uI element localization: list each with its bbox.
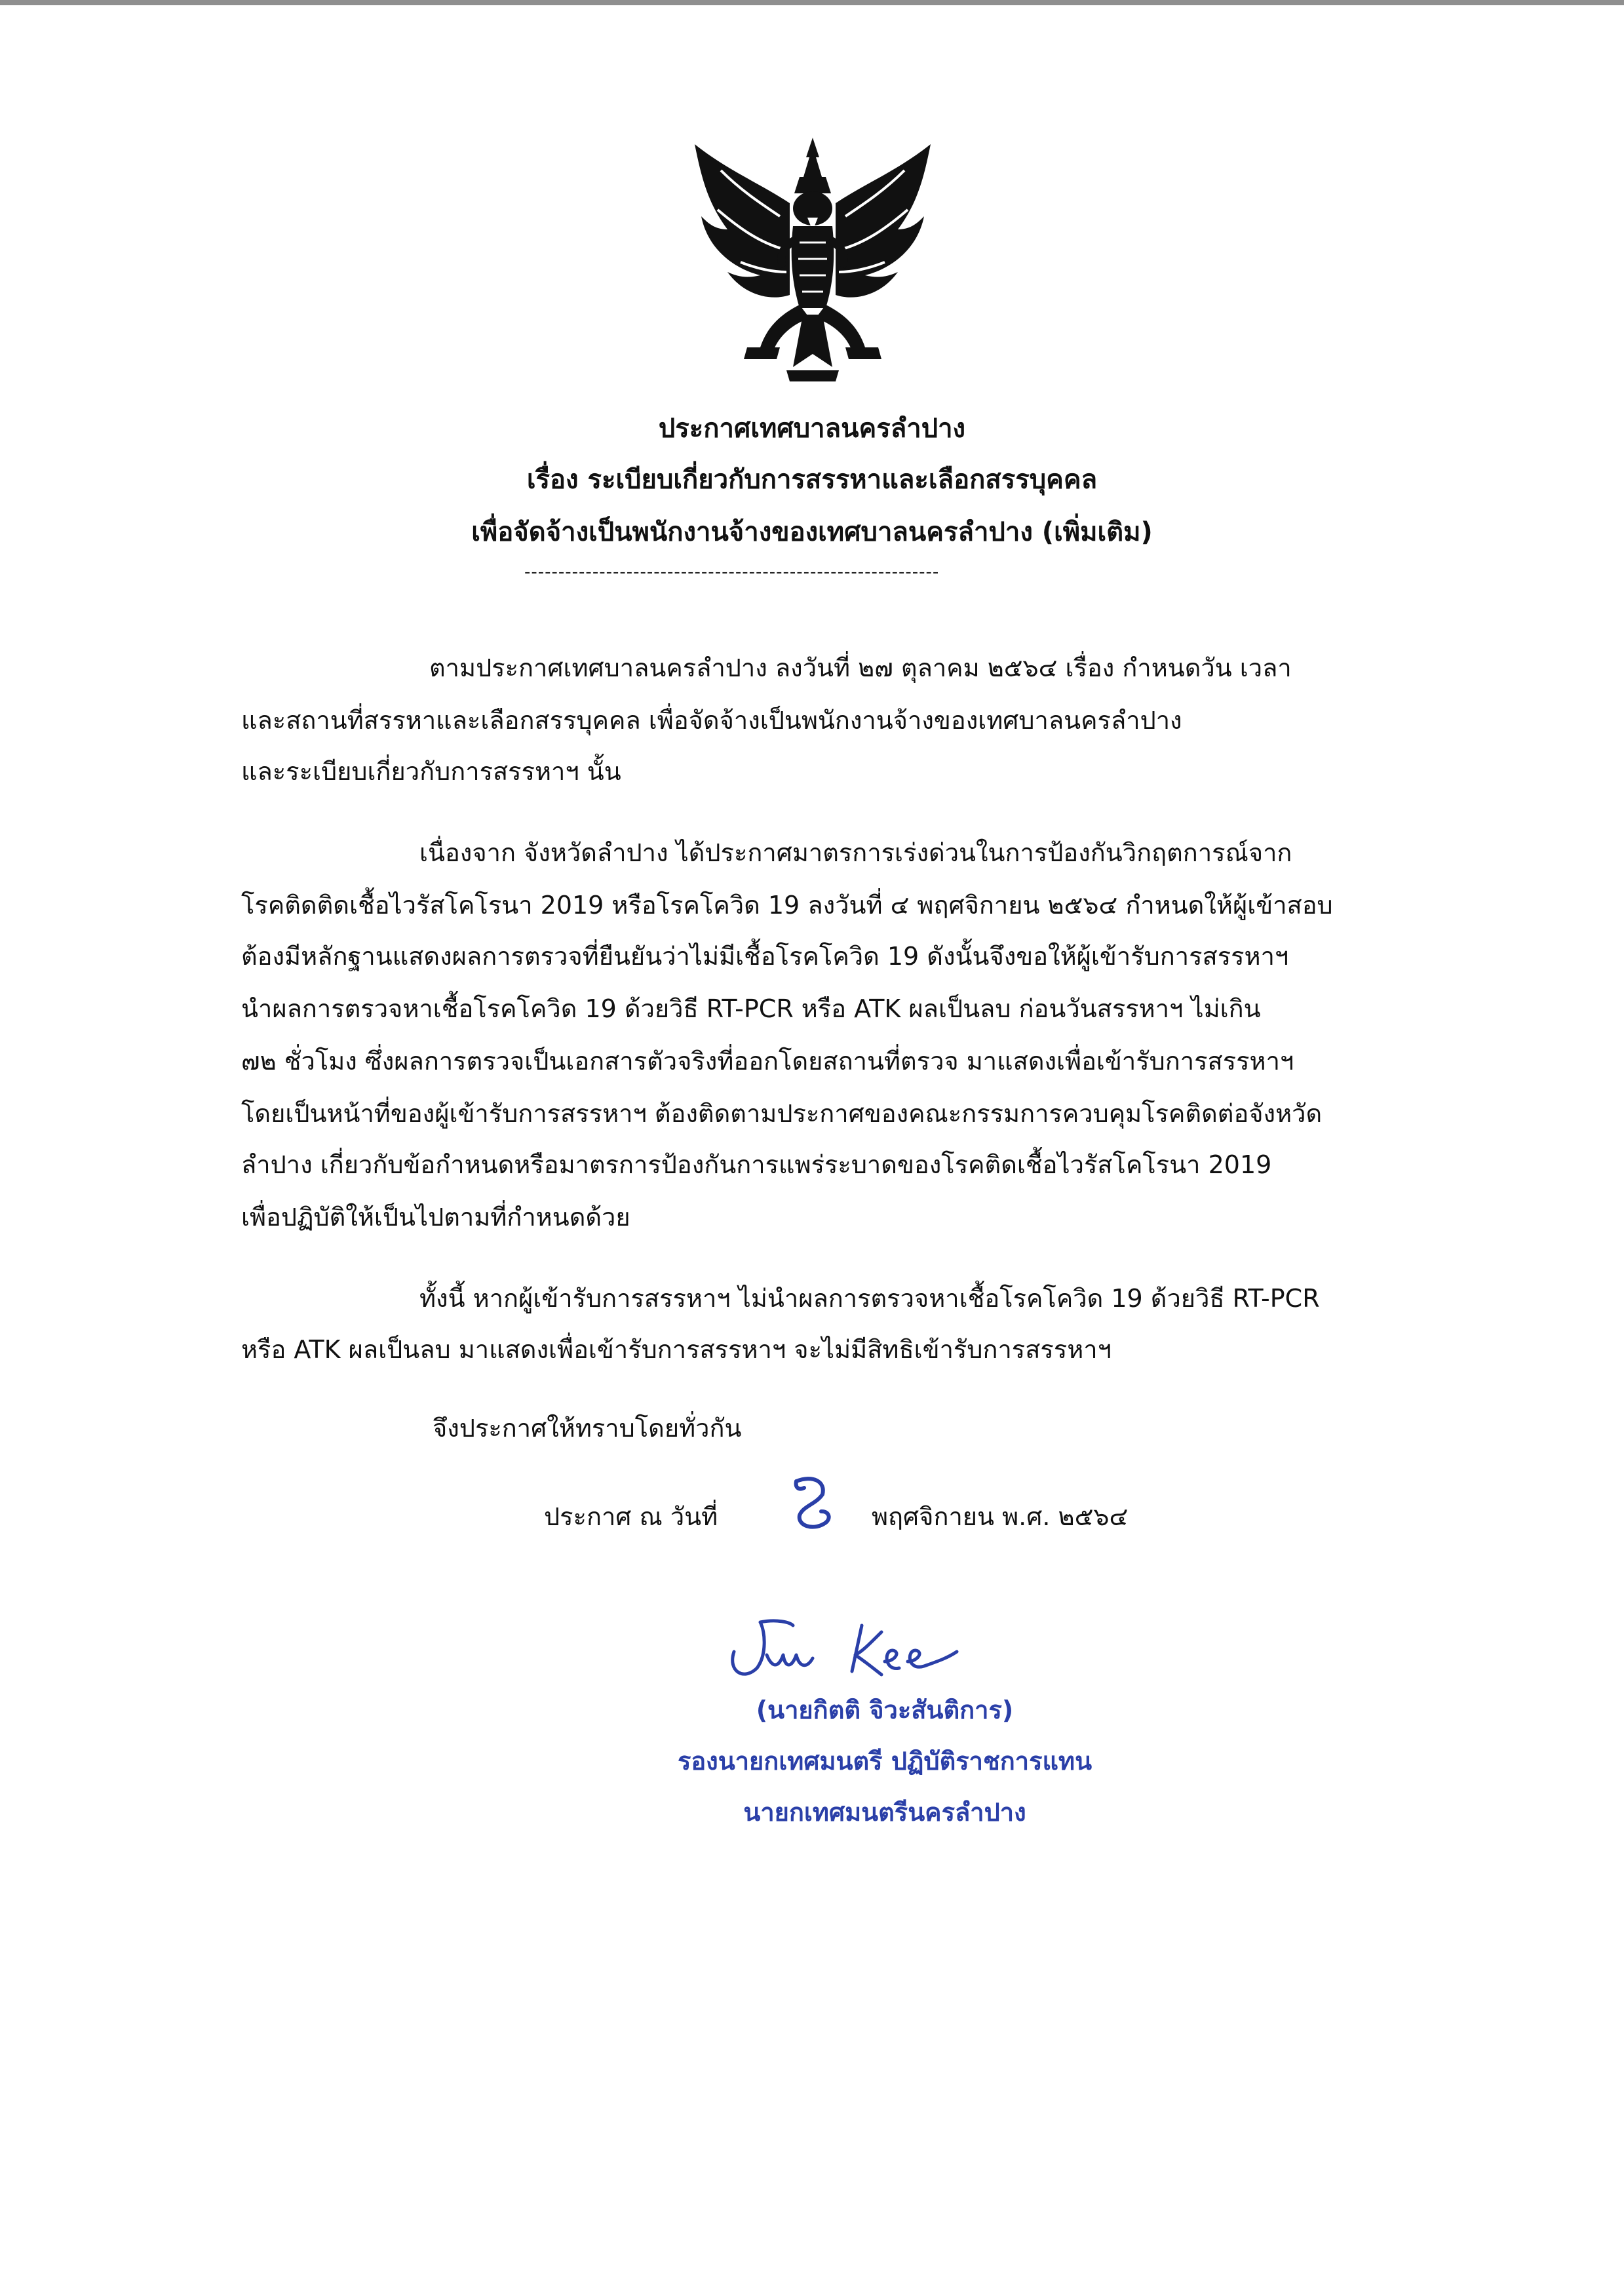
announcement-title: ประกาศเทศบาลนครลำปาง (658, 414, 966, 444)
para2-line1: เนื่องจาก จังหวัดลำปาง ได้ประกาศมาตรการเร่งด่วนในการป้องกันวิกฤตการณ์จาก (419, 838, 1292, 867)
para3-line2: หรือ ATK ผลเป็นลบ มาแสดงเพื่อเข้ารับการสรรหาฯ จะไม่มีสิทธิเข้ารับการสรรหาฯ (241, 1335, 1112, 1364)
date-suffix: พฤศจิกายน พ.ศ. ๒๕๖๔ (872, 1502, 1129, 1531)
scan-edge (0, 0, 1624, 5)
closing-line: จึงประกาศให้ทราบโดยทั่วกัน (433, 1414, 742, 1443)
para2-line5: ๗๒ ชั่วโมง ซึ่งผลการตรวจเป็นเอกสารตัวจริงที่ออกโดยสถานที่ตรวจ มาแสดงเพื่อเข้ารับการสรรหาฯ (241, 1047, 1294, 1076)
para2-line4: นำผลการตรวจหาเชื้อโรคโควิด 19 ด้วยวิธี RT-PCR หรือ ATK ผลเป็นลบ ก่อนวันสรรหาฯ ไม่เกิน (241, 994, 1261, 1023)
para1-line1: ตามประกาศเทศบาลนครลำปาง ลงวันที่ ๒๗ ตุลาคม ๒๕๖๔ เรื่อง กำหนดวัน เวลา (429, 653, 1292, 682)
signer-position: รองนายกเทศมนตรี ปฏิบัติราชการแทน (677, 1747, 1092, 1776)
signer-name: (นายกิตติ จิวะสันติการ) (756, 1696, 1014, 1724)
para1-line3: และระเบียบเกี่ยวกับการสรรหาฯ นั้น (241, 757, 621, 786)
announcement-subject-continued: เพื่อจัดจ้างเป็นพนักงานจ้างของเทศบาลนครลำปาง (เพิ่มเติม) (471, 517, 1153, 547)
para2-line6: โดยเป็นหน้าที่ของผู้เข้ารับการสรรหาฯ ต้องติดตามประกาศของคณะกรรมการควบคุมโรคติดต่อจังหวัด (241, 1099, 1323, 1128)
para3-line1: ทั้งนี้ หากผู้เข้ารับการสรรหาฯ ไม่นำผลการตรวจหาเชื้อโรคโควิด 19 ด้วยวิธี RT-PCR (419, 1284, 1320, 1313)
para2-line3: ต้องมีหลักฐานแสดงผลการตรวจที่ยืนยันว่าไม่มีเชื้อโรคโควิด 19 ดังนั้นจึงขอให้ผู้เข้ารับการสรรหาฯ (241, 942, 1289, 971)
handwritten-day (777, 1468, 849, 1540)
garuda-emblem-icon (682, 131, 944, 387)
para2-line7: ลำปาง เกี่ยวกับข้อกำหนดหรือมาตรการป้องกันการแพร่ระบาดของโรคติดเชื้อไวรัสโคโรนา 2019 (241, 1150, 1272, 1179)
para1-line2: และสถานที่สรรหาและเลือกสรรบุคคล เพื่อจัดจ้างเป็นพนักงานจ้างของเทศบาลนครลำปาง (241, 706, 1182, 735)
para2-line8: เพื่อปฏิบัติให้เป็นไปตามที่กำหนดด้วย (241, 1203, 630, 1232)
date-prefix: ประกาศ ณ วันที่ (544, 1502, 718, 1531)
header-divider: ------------------------------------------------------------- (524, 562, 940, 582)
announcement-subject: เรื่อง ระเบียบเกี่ยวกับการสรรหาและเลือกสรรบุคคล (526, 465, 1098, 495)
signer-position-continued: นายกเทศมนตรีนครลำปาง (743, 1798, 1026, 1827)
handwritten-signature (721, 1606, 983, 1691)
para2-line2: โรคติดติดเชื้อไวรัสโคโรนา 2019 หรือโรคโควิด 19 ลงวันที่ ๔ พฤศจิกายน ๒๕๖๔ กำหนดให้ผู้เข้าสอบ (241, 891, 1333, 920)
